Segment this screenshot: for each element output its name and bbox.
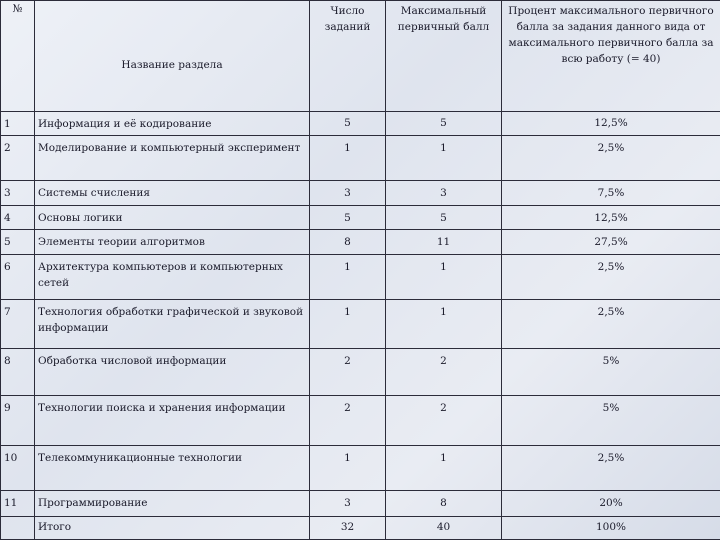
row-num: 1: [1, 111, 35, 136]
row-count: 3: [310, 181, 386, 206]
row-num: 6: [1, 255, 35, 300]
table-row: [1, 230, 720, 255]
row-count: 1: [310, 445, 386, 490]
row-name: Системы счисления: [35, 181, 310, 206]
row-name: Информация и её кодирование: [35, 111, 310, 136]
row-num: 10: [1, 445, 35, 490]
row-count: 1: [310, 255, 386, 300]
total-row: [1, 517, 720, 540]
row-percent: 12,5%: [502, 111, 720, 136]
row-percent: 2,5%: [502, 300, 720, 349]
row-num: 4: [1, 205, 35, 230]
row-score: 1: [386, 136, 502, 181]
table-row: [1, 445, 720, 490]
table-row: [1, 136, 720, 181]
total-score: 40: [386, 517, 502, 540]
row-count: 2: [310, 396, 386, 445]
row-score: 3: [386, 181, 502, 206]
row-score: 2: [386, 396, 502, 445]
header-num: №: [1, 1, 35, 112]
table-row: [1, 396, 720, 445]
header-count: Число заданий: [310, 1, 386, 112]
table-row: [1, 300, 720, 349]
total-percent: 100%: [502, 517, 720, 540]
row-score: 1: [386, 255, 502, 300]
row-name: Телекоммуникационные технологии: [35, 445, 310, 490]
row-score: 8: [386, 490, 502, 517]
row-count: 1: [310, 136, 386, 181]
total-label: Итого: [35, 517, 310, 540]
row-count: 2: [310, 349, 386, 396]
row-num: 2: [1, 136, 35, 181]
row-count: 3: [310, 490, 386, 517]
row-name: Технологии поиска и хранения информации: [35, 396, 310, 445]
header-percent: Процент максимального первичного балла за задания данного вида от максимального первичного балла за всю работу (= 40): [502, 1, 720, 112]
row-score: 1: [386, 300, 502, 349]
row-count: 5: [310, 111, 386, 136]
header-name: Название раздела: [35, 1, 310, 112]
row-percent: 7,5%: [502, 181, 720, 206]
row-score: 11: [386, 230, 502, 255]
row-percent: 27,5%: [502, 230, 720, 255]
row-score: 1: [386, 445, 502, 490]
row-percent: 12,5%: [502, 205, 720, 230]
row-name: Элементы теории алгоритмов: [35, 230, 310, 255]
row-score: 5: [386, 111, 502, 136]
row-name: Моделирование и компьютерный эксперимент: [35, 136, 310, 181]
row-percent: 5%: [502, 396, 720, 445]
row-name: Технология обработки графической и звуковой информации: [35, 300, 310, 349]
row-percent: 2,5%: [502, 136, 720, 181]
table-row: [1, 181, 720, 206]
row-percent: 5%: [502, 349, 720, 396]
row-score: 2: [386, 349, 502, 396]
row-count: 5: [310, 205, 386, 230]
header-max-score: Максимальный первичный балл: [386, 1, 502, 112]
row-num: 9: [1, 396, 35, 445]
row-percent: 2,5%: [502, 445, 720, 490]
table-row: [1, 111, 720, 136]
row-num: 8: [1, 349, 35, 396]
row-num: 5: [1, 230, 35, 255]
row-percent: 2,5%: [502, 255, 720, 300]
row-name: Программирование: [35, 490, 310, 517]
row-num: 11: [1, 490, 35, 517]
row-name: Архитектура компьютеров и компьютерных сетей: [35, 255, 310, 300]
row-num: 3: [1, 181, 35, 206]
table-row: [1, 490, 720, 517]
total-num: [1, 517, 35, 540]
row-count: 1: [310, 300, 386, 349]
row-name: Обработка числовой информации: [35, 349, 310, 396]
table-row: [1, 349, 720, 396]
row-count: 8: [310, 230, 386, 255]
row-score: 5: [386, 205, 502, 230]
header-row: [1, 1, 720, 112]
row-percent: 20%: [502, 490, 720, 517]
table-row: [1, 255, 720, 300]
table-row: [1, 205, 720, 230]
row-name: Основы логики: [35, 205, 310, 230]
total-count: 32: [310, 517, 386, 540]
row-num: 7: [1, 300, 35, 349]
